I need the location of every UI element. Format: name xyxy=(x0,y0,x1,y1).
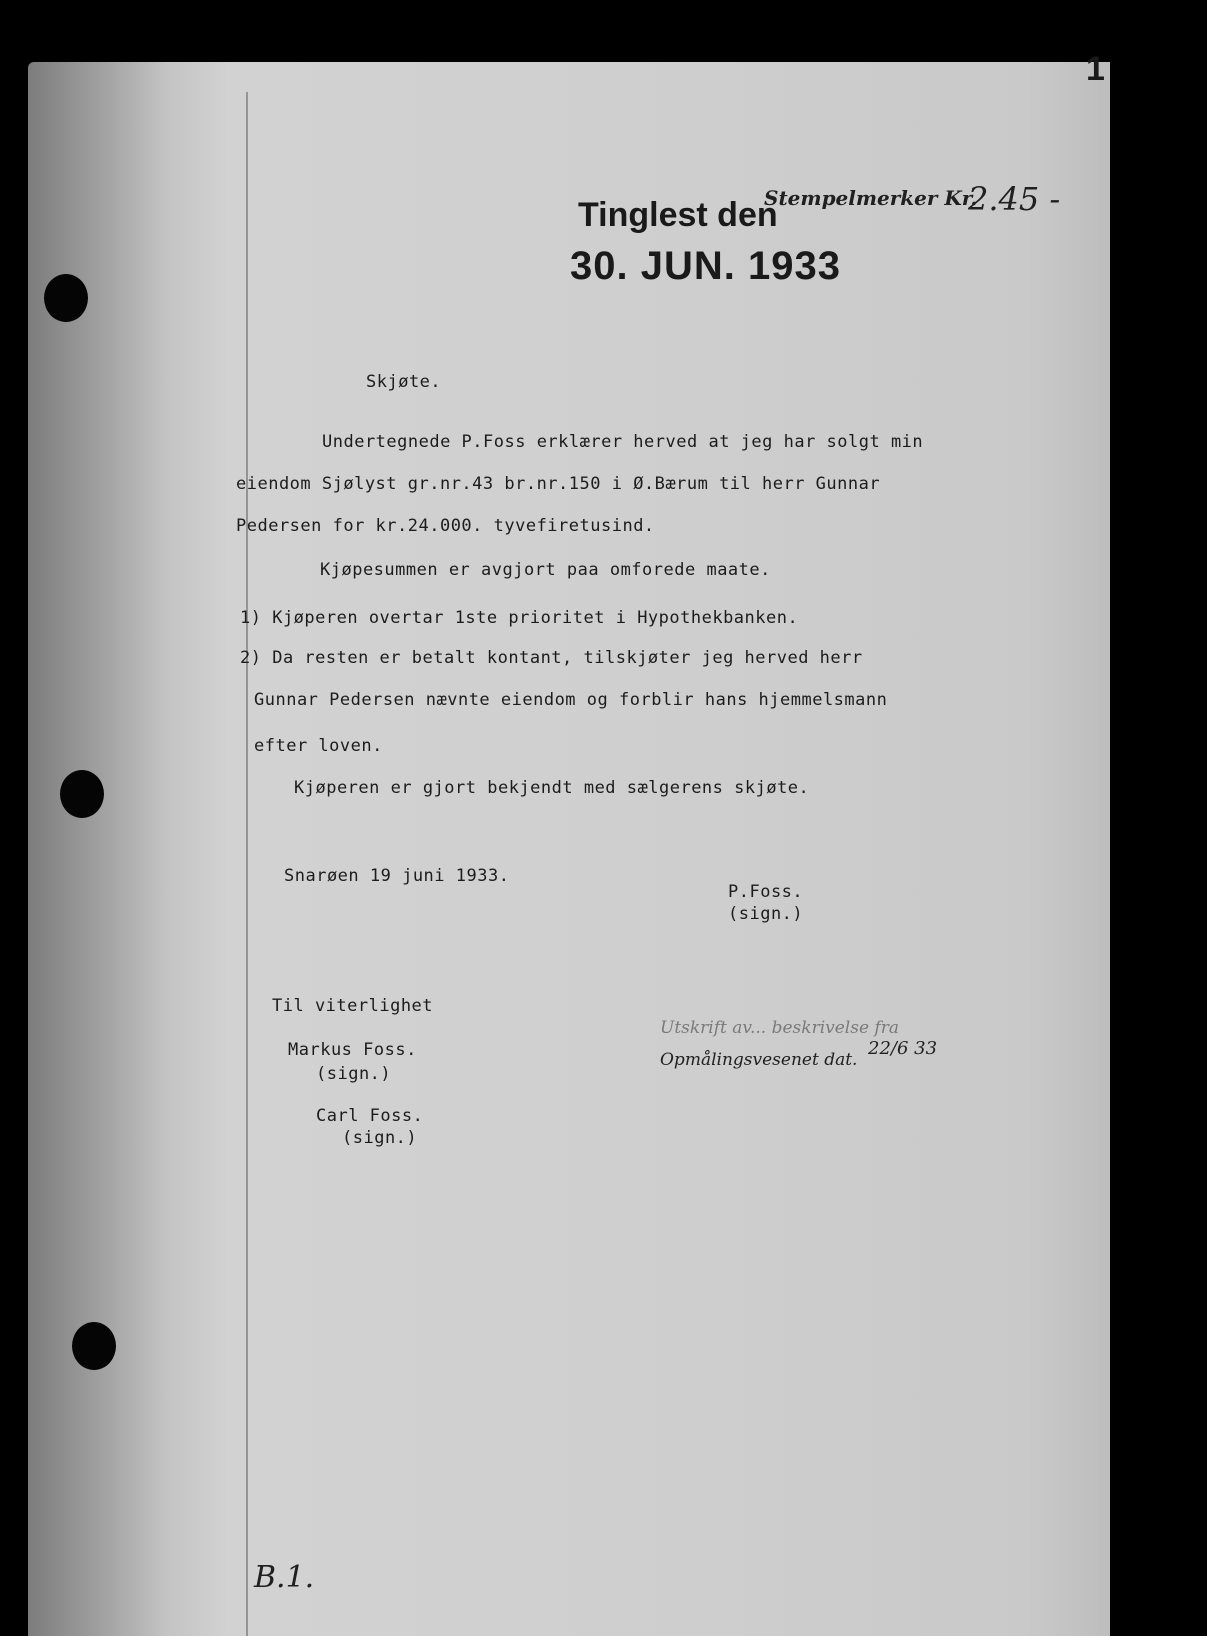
tinglest-date: 30. JUN. 1933 xyxy=(570,244,841,288)
witness-heading: Til viterlighet xyxy=(272,996,434,1016)
body-line: Gunnar Pedersen nævnte eiendom og forblir hans hjemmelsmann xyxy=(254,690,888,710)
body-line: 1) Kjøperen overtar 1ste prioritet i Hypothekbanken. xyxy=(240,608,799,628)
body-line: Pedersen for kr.24.000. tyvefiretusind. xyxy=(236,516,655,536)
body-line: efter loven. xyxy=(254,736,383,756)
body-line: Undertegnede P.Foss erklærer herved at jeg har solgt min xyxy=(322,432,924,452)
annotation-line: Utskrift av... beskrivelse fra xyxy=(660,1018,899,1038)
witness-name: Markus Foss. xyxy=(288,1040,417,1060)
witness-sign: (sign.) xyxy=(316,1064,392,1084)
document-heading: Skjøte. xyxy=(366,372,442,392)
body-line: Kjøperen er gjort bekjendt med sælgerens skjøte. xyxy=(294,778,810,798)
punch-hole xyxy=(72,1322,116,1370)
place-date: Snarøen 19 juni 1933. xyxy=(284,866,510,886)
annotation-line: Opmålingsvesenet dat. xyxy=(660,1050,858,1070)
stempelmerker-amount: 2.45 - xyxy=(968,180,1061,218)
document-page xyxy=(28,62,1110,1636)
body-line: Kjøpesummen er avgjort paa omforede maate. xyxy=(320,560,771,580)
folio-mark: B.1. xyxy=(254,1560,315,1595)
body-line: eiendom Sjølyst gr.nr.43 br.nr.150 i Ø.Bærum til herr Gunnar xyxy=(236,474,881,494)
witness-sign: (sign.) xyxy=(342,1128,418,1148)
signer-sign: (sign.) xyxy=(728,904,804,924)
margin-line xyxy=(246,92,248,1636)
annotation-date: 22/6 33 xyxy=(868,1038,938,1059)
punch-hole xyxy=(60,770,104,818)
body-line: 2) Da resten er betalt kontant, tilskjøter jeg herved herr xyxy=(240,648,863,668)
signer-name: P.Foss. xyxy=(728,882,804,902)
page-number: 1 xyxy=(1086,50,1105,88)
stempelmerker-label: Stempelmerker Kr. xyxy=(764,186,978,210)
punch-hole xyxy=(44,274,88,322)
witness-name: Carl Foss. xyxy=(316,1106,424,1126)
tinglest-label: Tinglest den xyxy=(578,196,778,234)
